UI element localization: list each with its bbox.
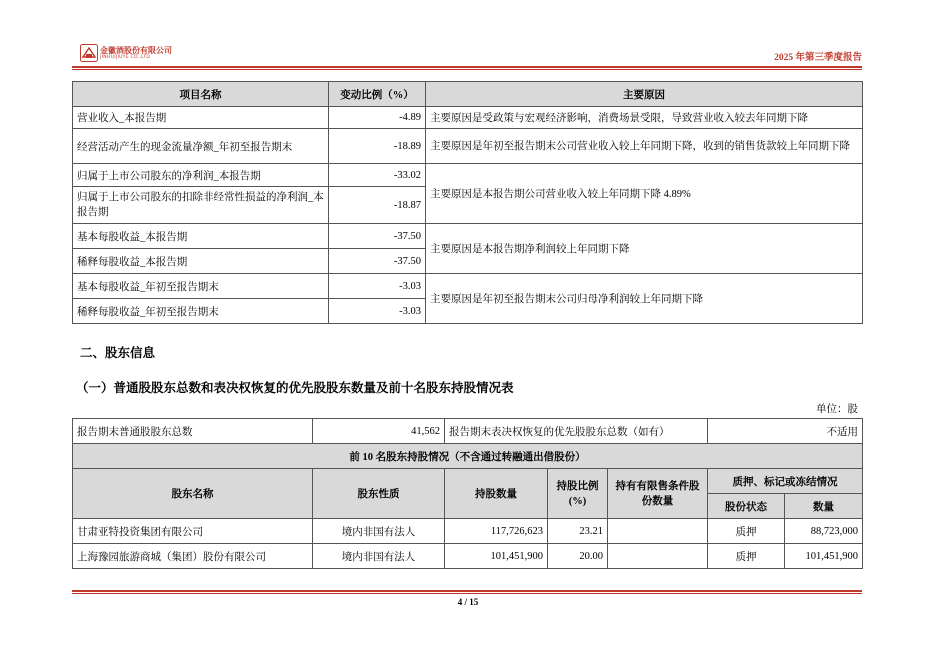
table-row — [73, 274, 863, 299]
total-holders-value: 41,562 — [313, 419, 445, 444]
top10-caption: 前 10 名股东持股情况（不含通过转融通出借股份） — [73, 444, 863, 469]
holder-restricted — [608, 544, 708, 569]
footer-divider — [72, 590, 862, 592]
ratio-cell: -18.87 — [329, 187, 426, 224]
ratio-cell: -3.03 — [329, 274, 426, 299]
change-ratio-table — [72, 81, 863, 324]
company-logo-icon — [80, 44, 98, 62]
shareholders-table — [72, 418, 863, 569]
pledge-status: 质押 — [708, 544, 785, 569]
col-header-pledge-group: 质押、标记或冻结情况 — [708, 469, 863, 494]
ratio-cell: -37.50 — [329, 249, 426, 274]
col-header-shares: 持股数量 — [445, 469, 548, 519]
total-holders-label: 报告期末普通股股东总数 — [73, 419, 313, 444]
company-name: 金徽酒股份有限公司 — [100, 46, 172, 55]
holder-nature: 境内非国有法人 — [313, 519, 445, 544]
preferred-holders-label: 报告期末表决权恢复的优先股股东总数（如有） — [445, 419, 708, 444]
item-cell: 经营活动产生的现金流量净额_年初至报告期末 — [73, 129, 329, 164]
ratio-cell: -33.02 — [329, 164, 426, 187]
subsection-title: （一）普通股股东总数和表决权恢复的优先股股东数量及前十名股东持股情况表 — [76, 381, 514, 395]
company-sub: JINHUIJIUYE CO.,LTD — [100, 55, 151, 60]
holder-name: 上海豫园旅游商城（集团）股份有限公司 — [73, 544, 313, 569]
table-row — [73, 519, 863, 544]
reason-cell: 主要原因是受政策与宏观经济影响，消费场景受限，导致营业收入较去年同期下降 — [426, 107, 863, 129]
holder-shares: 101,451,900 — [445, 544, 548, 569]
table-row — [73, 164, 863, 187]
col-header-ratio: 变动比例（%） — [329, 82, 426, 107]
col-header-restricted: 持有有限售条件股份数量 — [608, 469, 708, 519]
table-row — [73, 224, 863, 249]
col-header-item: 项目名称 — [73, 82, 329, 107]
summary-row — [73, 419, 863, 444]
col-header-ratio: 持股比例(%) — [548, 469, 608, 519]
header-divider — [72, 66, 862, 68]
page-header — [76, 42, 862, 68]
holder-ratio: 23.21 — [548, 519, 608, 544]
table-row — [73, 107, 863, 129]
ratio-cell: -3.03 — [329, 299, 426, 324]
col-header-pledge-status: 股份状态 — [708, 494, 785, 519]
col-header-reason: 主要原因 — [426, 82, 863, 107]
holder-shares: 117,726,623 — [445, 519, 548, 544]
pledge-status: 质押 — [708, 519, 785, 544]
item-cell: 稀释每股收益_本报告期 — [73, 249, 329, 274]
pledge-qty: 88,723,000 — [785, 519, 863, 544]
reason-cell: 主要原因是年初至报告期末公司营业收入较上年同期下降，收到的销售货款较上年同期下降 — [426, 129, 863, 164]
footer-divider-thin — [72, 593, 862, 594]
item-cell: 基本每股收益_年初至报告期末 — [73, 274, 329, 299]
item-cell: 归属于上市公司股东的扣除非经常性损益的净利润_本报告期 — [73, 187, 329, 224]
col-header-nature: 股东性质 — [313, 469, 445, 519]
item-cell: 归属于上市公司股东的净利润_本报告期 — [73, 164, 329, 187]
item-cell: 基本每股收益_本报告期 — [73, 224, 329, 249]
reason-cell: 主要原因是本报告期净利润较上年同期下降 — [426, 224, 863, 274]
ratio-cell: -18.89 — [329, 129, 426, 164]
item-cell: 营业收入_本报告期 — [73, 107, 329, 129]
caption-row — [73, 444, 863, 469]
table-header-row — [73, 469, 863, 494]
reason-cell: 主要原因是本报告期公司营业收入较上年同期下降 4.89% — [426, 164, 863, 224]
header-divider-thin — [72, 69, 862, 70]
reason-cell: 主要原因是年初至报告期末公司归母净利润较上年同期下降 — [426, 274, 863, 324]
page-number: 4 / 15 — [457, 597, 479, 607]
holder-restricted — [608, 519, 708, 544]
preferred-holders-value: 不适用 — [708, 419, 863, 444]
item-cell: 稀释每股收益_年初至报告期末 — [73, 299, 329, 324]
holder-name: 甘肃亚特投资集团有限公司 — [73, 519, 313, 544]
section-title: 二、股东信息 — [80, 346, 156, 360]
table-header-row — [73, 82, 863, 107]
pledge-qty: 101,451,900 — [785, 544, 863, 569]
table-row — [73, 129, 863, 164]
report-title: 2025 年第三季度报告 — [774, 53, 862, 63]
unit-label: 单位：股 — [816, 404, 858, 415]
ratio-cell: -4.89 — [329, 107, 426, 129]
holder-nature: 境内非国有法人 — [313, 544, 445, 569]
col-header-pledge-qty: 数量 — [785, 494, 863, 519]
ratio-cell: -37.50 — [329, 224, 426, 249]
table-row — [73, 544, 863, 569]
holder-ratio: 20.00 — [548, 544, 608, 569]
col-header-name: 股东名称 — [73, 469, 313, 519]
